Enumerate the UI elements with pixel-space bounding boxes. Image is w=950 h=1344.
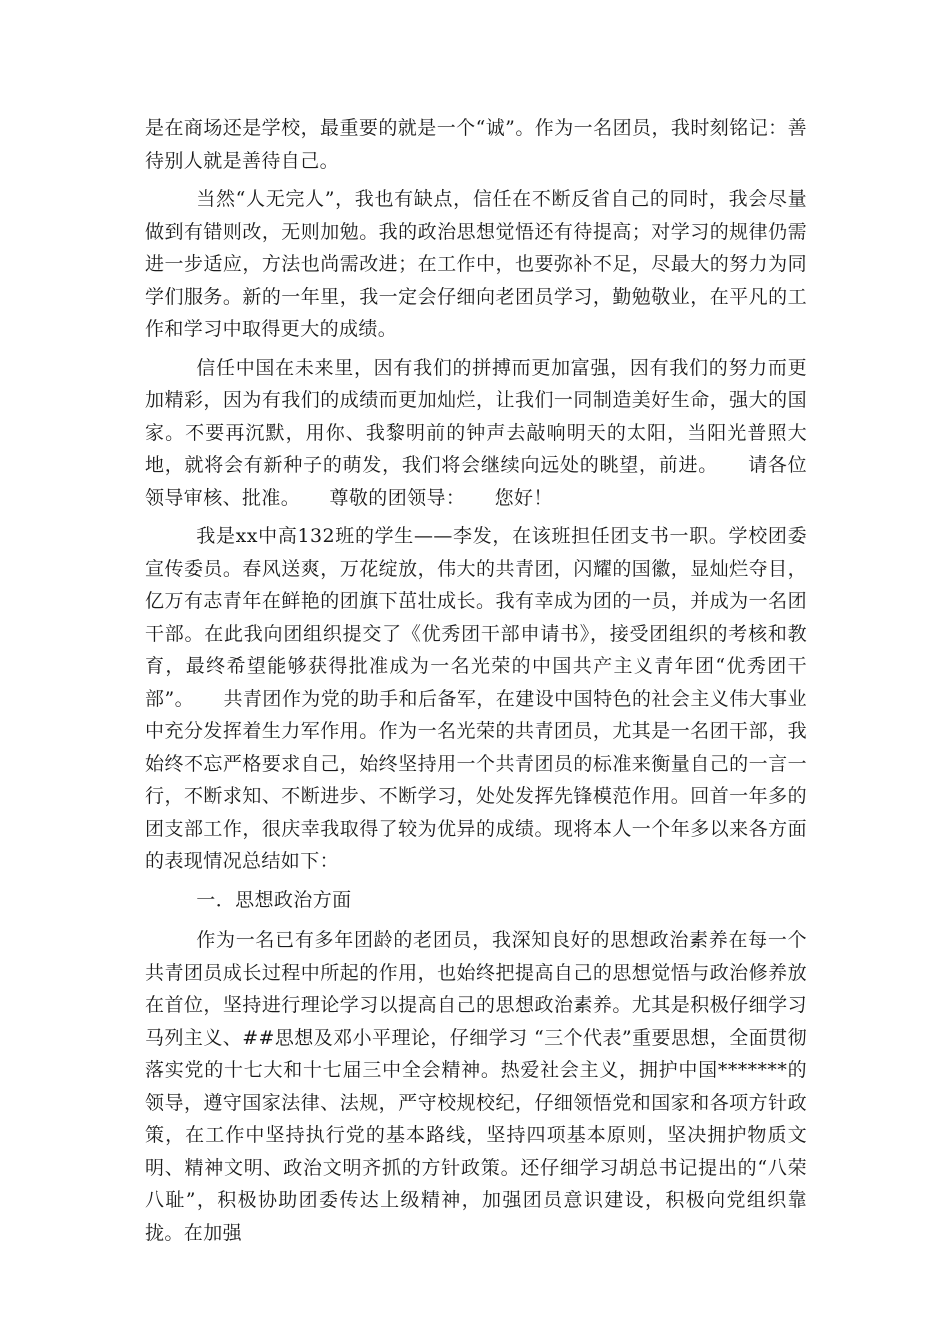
section-heading: 一．思想政治方面 <box>196 888 352 911</box>
paragraph: 当然“人无完人”，我也有缺点，信任在不断反省自己的同时，我会尽量做到有错则改，无则加勉。我的政治思想觉悟还有待提高；对学习的规律仍需进一步适应，方法也尚需改进；在工作中，也要弥补不足，尽最大的努力为同学们服务。新的一年里，我一定会仔细向老团员学习，勤勉敬业，在平凡的工作和学习中取得更大的成绩。 <box>145 188 807 340</box>
paragraph: 信任中国在未来里，因有我们的拼搏而更加富强，因有我们的努力而更加精彩，因为有我们的成绩而更加灿烂，让我们一同制造美好生命，强大的国家。不要再沉默，用你、我黎明前的钟声去敲响明天的太阳，当阳光普照大地，就将会有新种子的萌发，我们将会继续向远处的眺望，前进。 请各位领导审核、批准。 尊敬的团领导： 您好！ <box>145 356 807 509</box>
paragraph: 是在商场还是学校，最重要的就是一个“诚”。作为一名团员，我时刻铭记：善待别人就是善待自己。 <box>145 117 807 172</box>
paragraph: 我是xx中高132班的学生——李发，在该班担任团支书一职。学校团委宣传委员。春风送爽，万花绽放，伟大的共青团，闪耀的国徽，显灿烂夺目，亿万有志青年在鲜艳的团旗下茁壮成长。我有幸成为团的一员，并成为一名团干部。在此我向团组织提交了《优秀团干部申请书》，接受团组织的考核和教育，最终希望能够获得批准成为一名光荣的中国共产主义青年团“优秀团干部”。 共青团作为党的助手和后备军，在建设中国特色的社会主义伟大事业中充分发挥着生力军作用。作为一名光荣的共青团员，尤其是一名团干部，我始终不忘严格要求自己，始终坚持用一个共青团员的标准来衡量自己的一言一行，不断求知、不断进步、不断学习，处处发挥先锋模范作用。回首一年多的团支部工作，很庆幸我取得了较为优异的成绩。现将本人一个年多以来各方面的表现情况总结如下： <box>145 525 807 872</box>
paragraph: 作为一名已有多年团龄的老团员，我深知良好的思想政治素养在每一个共青团员成长过程中所起的作用，也始终把提高自己的思想觉悟与政治修养放在首位，坚持进行理论学习以提高自己的思想政治素养。尤其是积极仔细学习马列主义、##思想及邓小平理论，仔细学习 “三个代表”重要思想，全面贯彻落实党的十七大和十七届三中全会精神。热爱社会主义，拥护中国*******的领导，遵守国家法律、法规，严守校规校纪，仔细领悟党和国家和各项方针政策，在工作中坚持执行党的基本路线，坚持四项基本原则，坚决拥护物质文明、精神文明、政治文明齐抓的方针政策。还仔细学习胡总书记提出的“八荣八耻”，积极协助团委传达上级精神，加强团员意识建设，积极向党组织靠拢。在加强 <box>145 929 807 1244</box>
document-body <box>145 112 807 1255</box>
